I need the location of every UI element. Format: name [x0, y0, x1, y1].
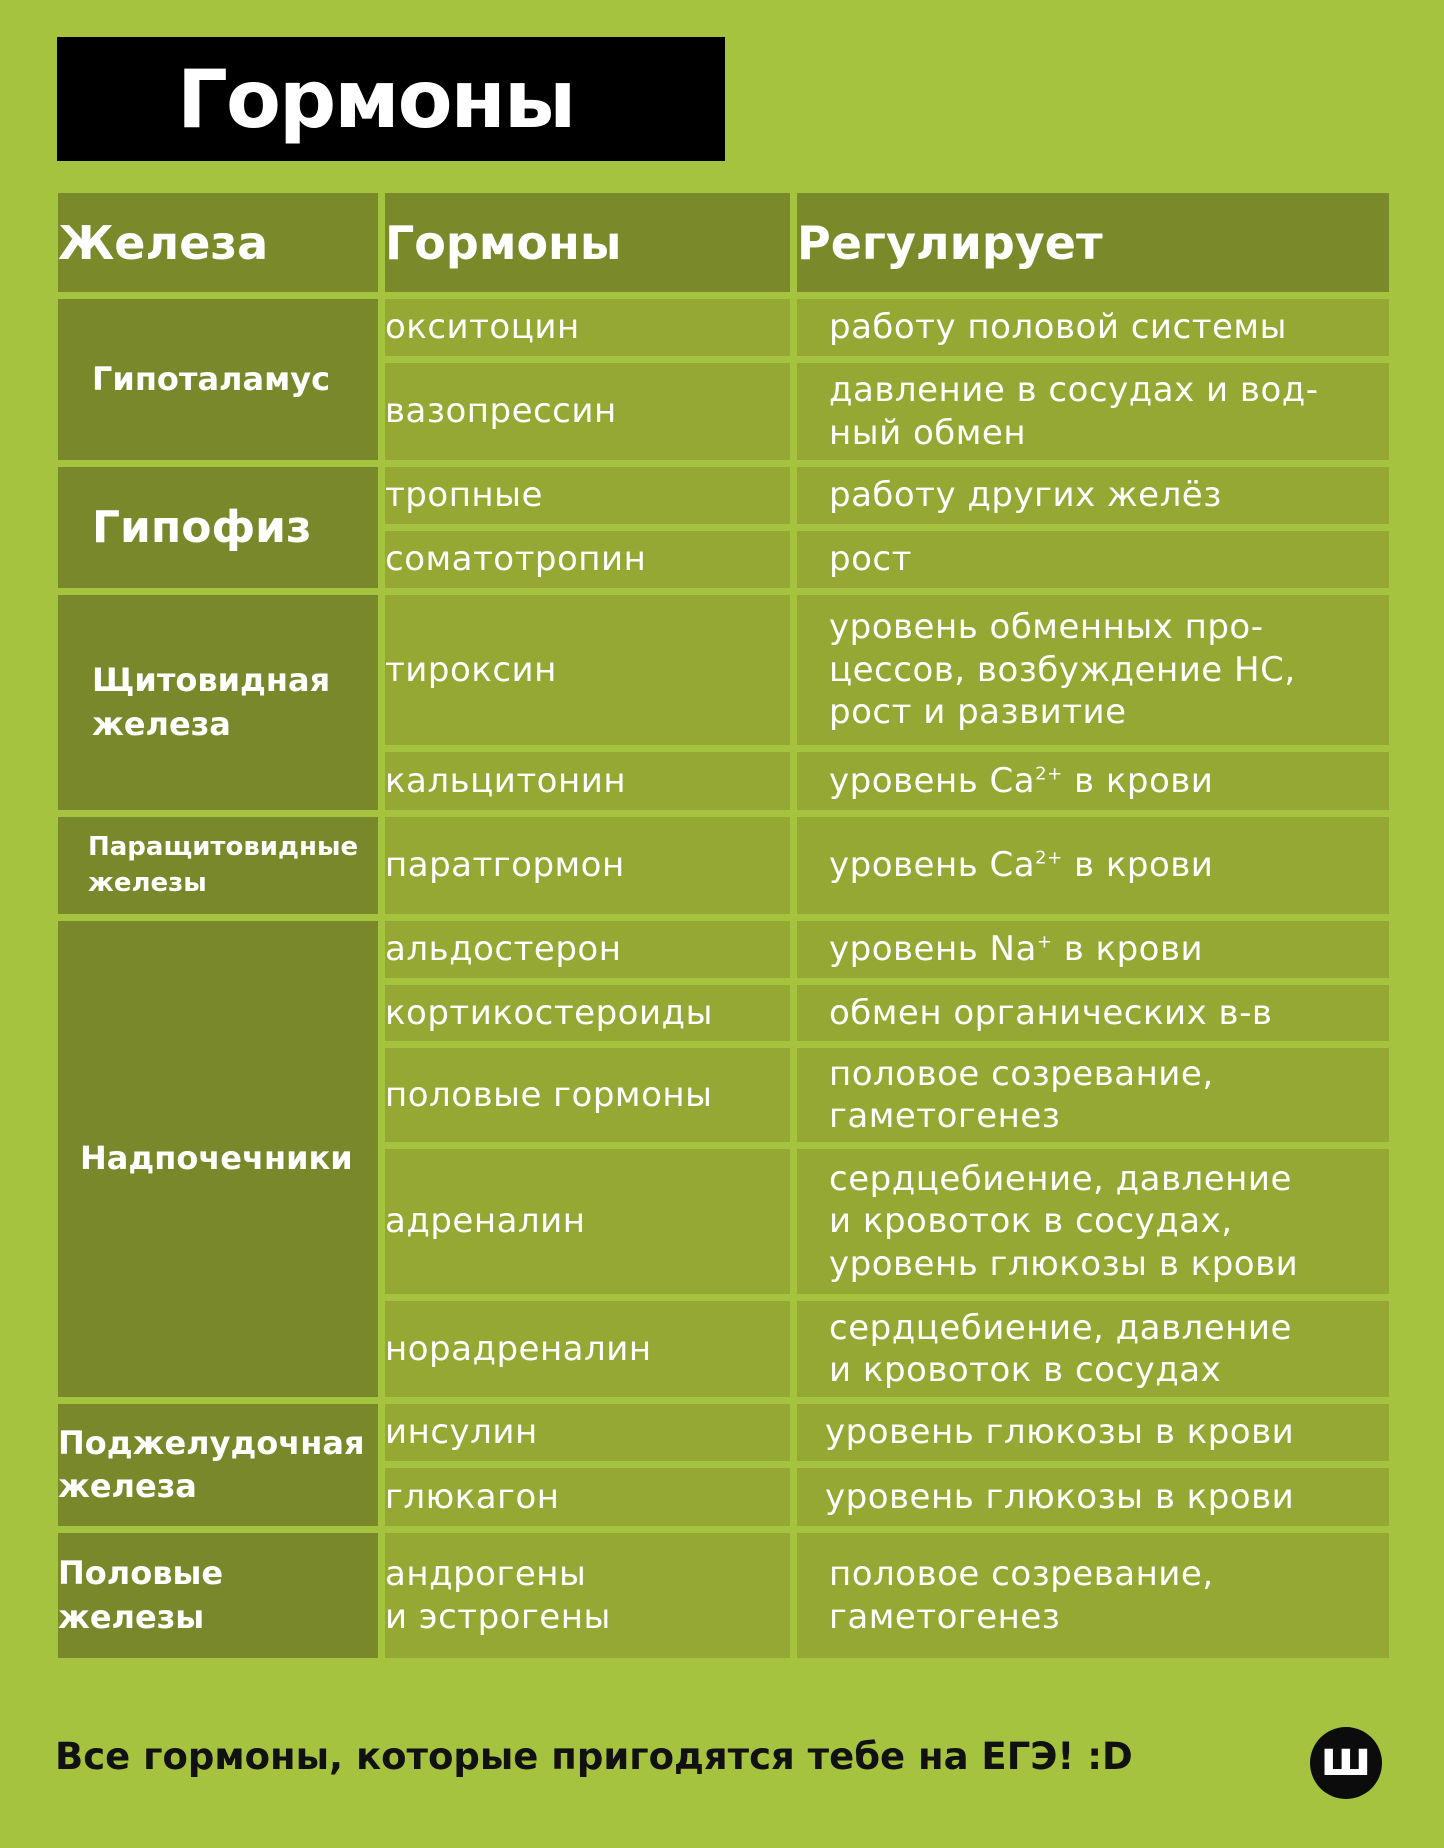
- regulates-cell: [797, 921, 1389, 978]
- regulates-line: цессов, возбуждение НС,: [829, 649, 1296, 690]
- gland-hypothalamus: Гипоталамус: [58, 299, 378, 460]
- hormone-cell: тропные: [385, 467, 790, 524]
- regulates-text: уровень Ca: [829, 760, 1036, 801]
- gland-pancreas: [58, 1404, 378, 1526]
- regulates-line: уровень обменных про-: [829, 607, 1264, 648]
- regulates-line: ный обмен: [829, 412, 1027, 453]
- hormone-cell: альдостерон: [385, 921, 790, 978]
- superscript: 2+: [1035, 847, 1063, 869]
- regulates-line: и кровоток в сосудах: [829, 1350, 1222, 1390]
- gland-thyroid: [58, 595, 378, 810]
- hormone-line: андрогены: [385, 1554, 587, 1594]
- hormone-cell: кортикостероиды: [385, 985, 790, 1041]
- gland-parathyroid: [58, 817, 378, 914]
- gland-sex: [58, 1533, 378, 1658]
- regulates-cell: [797, 595, 1389, 745]
- gland-adrenal: Надпочечники: [58, 921, 378, 1397]
- gland-line: Поджелудочная: [58, 1423, 365, 1462]
- gland-line: Половые: [58, 1554, 224, 1593]
- regulates-text: уровень Na: [829, 929, 1037, 970]
- regulates-cell: работу половой системы: [797, 299, 1389, 356]
- hormone-cell: норадреналин: [385, 1301, 790, 1397]
- hormone-cell: паратгормон: [385, 817, 790, 914]
- hormones-table: [51, 186, 1396, 1665]
- gland-line: Паращитовидные: [88, 832, 359, 863]
- regulates-line: гаметогенез: [829, 1596, 1061, 1637]
- gland-line: железы: [58, 1597, 205, 1636]
- table-row: [58, 467, 1389, 524]
- regulates-text: в крови: [1052, 929, 1204, 970]
- superscript: 2+: [1035, 763, 1063, 785]
- regulates-text: уровень Ca: [829, 845, 1036, 886]
- regulates-cell: рост: [797, 531, 1389, 588]
- gland-line: железы: [88, 867, 207, 898]
- regulates-line: давление в сосудах и вод-: [829, 370, 1319, 410]
- regulates-line: половое созревание,: [829, 1554, 1214, 1594]
- table-header-row: [58, 193, 1389, 292]
- regulates-line: половое созревание,: [829, 1053, 1214, 1094]
- regulates-line: и кровоток в сосудах,: [829, 1201, 1233, 1242]
- table-row: [58, 1533, 1389, 1658]
- regulates-line: уровень глюкозы в крови: [829, 1243, 1299, 1284]
- hormone-cell: соматотропин: [385, 531, 790, 588]
- regulates-line: рост и развитие: [829, 692, 1127, 733]
- gland-line: железа: [58, 1467, 197, 1505]
- hormone-cell: окситоцин: [385, 299, 790, 356]
- regulates-text: в крови: [1062, 760, 1214, 801]
- gland-line: Щитовидная: [92, 661, 331, 700]
- hormone-line: и эстрогены: [385, 1596, 611, 1637]
- regulates-cell: [797, 1048, 1389, 1142]
- hormone-cell: кальцитонин: [385, 752, 790, 810]
- regulates-cell: работу других желёз: [797, 467, 1389, 524]
- table-row: [58, 595, 1389, 745]
- header-regulates: Регулирует: [797, 193, 1389, 292]
- page-title: Гормоны: [57, 37, 725, 161]
- header-gland: Железа: [58, 193, 378, 292]
- table-row: [58, 299, 1389, 356]
- gland-pituitary: Гипофиз: [58, 467, 378, 588]
- regulates-cell: [797, 1301, 1389, 1397]
- regulates-cell: уровень глюкозы в крови: [797, 1468, 1389, 1526]
- footer-caption: Все гормоны, которые пригодятся тебе на ЕГЭ! :D: [55, 1735, 1133, 1778]
- regulates-cell: уровень глюкозы в крови: [797, 1404, 1389, 1461]
- hormone-cell: тироксин: [385, 595, 790, 745]
- regulates-cell: [797, 1149, 1389, 1294]
- header-hormones: Гормоны: [385, 193, 790, 292]
- regulates-cell: [797, 752, 1389, 810]
- regulates-text: в крови: [1062, 845, 1214, 886]
- regulates-cell: [797, 1533, 1389, 1658]
- regulates-line: гаметогенез: [829, 1096, 1061, 1136]
- hormone-cell: глюкагон: [385, 1468, 790, 1526]
- hormone-cell: вазопрессин: [385, 363, 790, 460]
- regulates-cell: [797, 817, 1389, 914]
- hormone-cell: половые гормоны: [385, 1048, 790, 1142]
- gland-line: железа: [92, 704, 231, 743]
- hormone-cell: инсулин: [385, 1404, 790, 1461]
- hormone-cell: адреналин: [385, 1149, 790, 1294]
- brand-logo: [1310, 1727, 1382, 1799]
- table-row: [58, 1404, 1389, 1461]
- superscript: +: [1036, 931, 1053, 953]
- hormone-cell: [385, 1533, 790, 1658]
- table-row: [58, 817, 1389, 914]
- logo-letter: ш: [1320, 1731, 1372, 1787]
- regulates-line: сердцебиение, давление: [829, 1158, 1292, 1199]
- table-row: [58, 921, 1389, 978]
- regulates-cell: [797, 363, 1389, 460]
- regulates-cell: обмен органических в-в: [797, 985, 1389, 1041]
- regulates-line: сердцебиение, давление: [829, 1307, 1292, 1348]
